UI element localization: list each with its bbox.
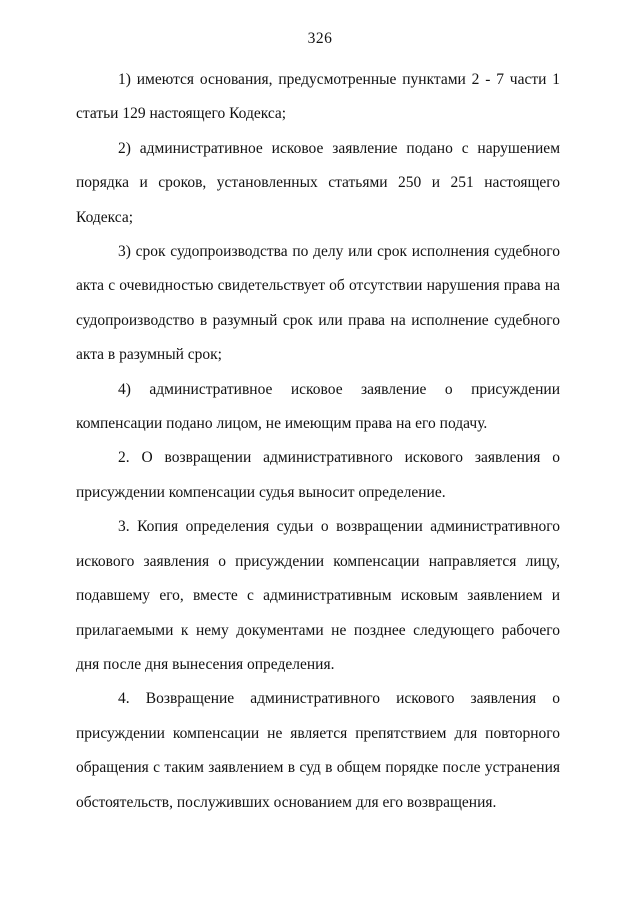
paragraph-point-3: 3. Копия определения судьи о возвращении административного искового заявления о присуждении компенсации направляется лицу, подавшему его, вместе с административным исковым заявлением и прилагаемыми к нему документами не позднее следующего рабочего дня после дня вынесения определения. bbox=[76, 518, 560, 673]
page-number: 326 bbox=[307, 30, 333, 47]
paragraph-item-4: 4) административное исковое заявление о присуждении компенсации подано лицом, не имеющим права на его подачу. bbox=[76, 380, 560, 433]
paragraph-point-2: 2. О возвращении административного искового заявления о присуждении компенсации судья выносит определение. bbox=[76, 449, 560, 501]
paragraph-item-3: 3) срок судопроизводства по делу или срок исполнения судебного акта с очевидностью свидетельствует об отсутствии нарушения права на судопроизводство в разумный срок или права на исполнение судебного акта в разумный срок; bbox=[76, 243, 560, 364]
paragraph-item-2: 2) административное исковое заявление подано с нарушением порядка и сроков, установленных статьями 250 и 251 настоящего Кодекса; bbox=[76, 139, 560, 226]
paragraph-point-4: 4. Возвращение административного искового заявления о присуждении компенсации не является препятствием для повторного обращения с таким заявлением в суд в общем порядке после устранения обстоятельств, послуживших основанием для его возвращения. bbox=[76, 690, 560, 811]
document-body bbox=[76, 63, 560, 820]
paragraph-item-1: 1) имеются основания, предусмотренные пунктами 2 - 7 части 1 статьи 129 настоящего Кодекса; bbox=[76, 71, 560, 123]
